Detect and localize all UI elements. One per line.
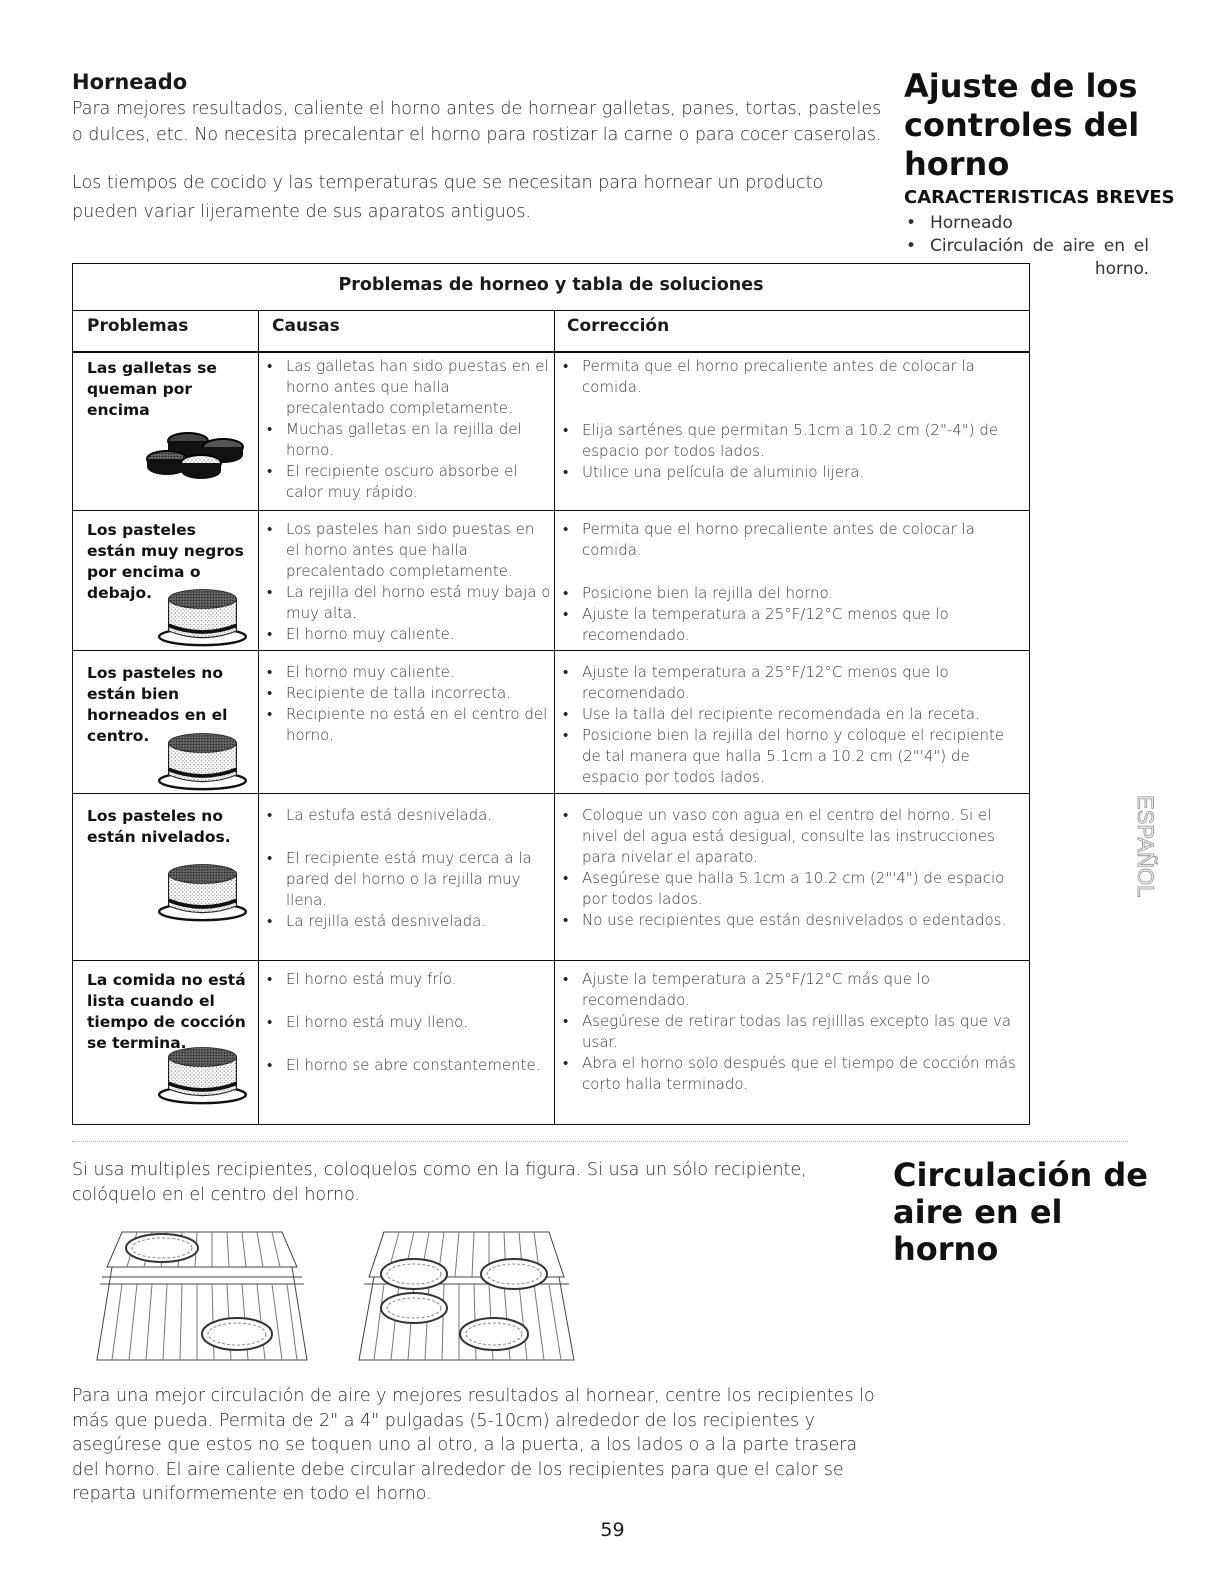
circulation-paragraph-1: Si usa multiples recipientes, coloquelos como en la figura. Si usa un sólo recipiente, colóquelo en el centro del horno.: [72, 1160, 807, 1205]
problem-label: Los pasteles están muy negros por encima o debajo.: [87, 521, 244, 602]
sidebar-title: Ajuste de los controles del horno: [904, 67, 1140, 183]
cause-item: • El recipiente está muy cerca a la pared del horno o la rejilla muy llena.: [259, 848, 551, 911]
cause-item: • Muchas galletas en la rejilla del horno.: [259, 419, 551, 461]
problem-label: Los pasteles no están nivelados.: [87, 807, 231, 846]
correction-item: • Permita que el horno precaliente antes de colocar la comida.: [555, 356, 1021, 398]
correction-item: • Posicione bien la rejilla del horno y coloque el recipiente de tal manera que halla 5.1cm a 10.2 cm (2"'4") de espacio por todos lados.: [555, 725, 1021, 788]
problem-label: La comida no está lista cuando el tiempo de cocción se termina.: [87, 971, 246, 1052]
cause-item: • El horno se abre constantemente.: [259, 1055, 551, 1076]
cake-illustration: [155, 726, 250, 792]
baking-problems-table: [72, 263, 1030, 1125]
column-header-correction: Corrección: [567, 316, 670, 336]
cause-item: • El horno muy caliente.: [259, 624, 551, 645]
features-heading: CARACTERISTICAS BREVES: [904, 187, 1175, 208]
cause-item: • El horno está muy frío.: [259, 969, 551, 990]
page-number: 59: [600, 1519, 625, 1541]
cause-item: • La rejilla del horno está muy baja o muy alta.: [259, 582, 551, 624]
cake-illustration: [155, 857, 250, 923]
section-divider: [72, 1141, 1128, 1142]
problem-label: Las galletas se queman por encima: [87, 359, 217, 419]
circulation-paragraph-2: Para una mejor circulación de aire y mejores resultados al hornear, centre los recipientes lo más que pueda. Permita de 2" a 4" pulgadas (5-10cm) alrededor de los recipientes y asegúrese que estos no se toquen uno al otro, a la puerta, a los lados o a la parte trasera del horno. El aire caliente debe circular alrededor de los recipientes para que el calor se reparta uniformemente en todo el horno.: [72, 1386, 875, 1504]
correction-item: • Ajuste la temperatura a 25°F/12°C menos que lo recomendado.: [555, 662, 1021, 704]
correction-item: • No use recipientes que están desnivelados o edentados.: [555, 910, 1021, 931]
cause-item: • La estufa está desnivelada.: [259, 805, 551, 826]
intro-paragraph-1: Para mejores resultados, caliente el horno antes de hornear galletas, panes, tortas, pasteles o dulces, etc. No necesita precalentar el horno para rostizar la carne o para cocer caserolas.: [72, 99, 882, 145]
feature-item: • Horneado: [906, 213, 1013, 233]
cause-item: • El recipiente oscuro absorbe el calor muy rápido.: [259, 461, 551, 503]
circulation-title: Circulación de aire en el horno: [893, 1156, 1148, 1268]
language-side-tab-text: ESPAÑOL: [1133, 795, 1158, 898]
cause-item: • La rejilla está desnivelada.: [259, 911, 551, 932]
correction-item: • Elija sarténes que permitan 5.1cm a 10.2 cm (2"-4") de espacio por todos lados.: [555, 420, 1021, 462]
correction-item: • Utilice una película de aluminio lijera.: [555, 462, 1021, 483]
cause-item: • Las galletas han sido puestas en el horno antes que halla precalentado completamente.: [259, 356, 551, 419]
correction-item: • Abra el horno solo después que el tiempo de cocción más corto halla terminado.: [555, 1053, 1021, 1095]
table-caption: Problemas de horneo y tabla de soluciones: [338, 275, 764, 295]
rack-figure-left: [92, 1222, 312, 1370]
problem-label: Los pasteles no están bien horneados en el centro.: [87, 664, 228, 745]
column-header-problems: Problemas: [87, 316, 189, 336]
cake-illustration: [155, 582, 250, 648]
correction-item: • Coloque un vaso con agua en el centro del horno. Si el nivel del agua está desigual, consulte las instrucciones para nivelar el aparato.: [555, 805, 1021, 868]
language-side-tab: [1133, 795, 1198, 975]
correction-item: • Ajuste la temperatura a 25°F/12°C más que lo recomendado.: [555, 969, 1021, 1011]
table-row: [87, 806, 247, 848]
correction-item: • Ajuste la temperatura a 25°F/12°C menos que lo recomendado.: [555, 604, 1021, 646]
correction-item: • Use la talla del recipiente recomendada en la receta.: [555, 704, 1021, 725]
correction-item: • Permita que el horno precaliente antes de colocar la comida.: [555, 519, 1021, 561]
correction-item: • Asegúrese que halla 5.1cm a 10.2 cm (2"'4") de espacio por todos lados.: [555, 868, 1021, 910]
correction-item: • Posicione bien la rejilla del horno.: [555, 583, 1021, 604]
cause-item: • El horno muy caliente.: [259, 662, 551, 683]
cookies-illustration: [143, 419, 253, 489]
feature-item: • Circulación de aire en el horno.: [906, 236, 1149, 279]
intro-paragraph-2: Los tiempos de cocido y las temperaturas que se necesitan para hornear un producto pueden variar lijeramente de sus aparatos antiguos.: [72, 173, 824, 222]
section-heading-horneado: Horneado: [72, 70, 188, 94]
cause-item: • El horno está muy lleno.: [259, 1012, 551, 1033]
cake-illustration: [155, 1040, 250, 1106]
table-row: [87, 358, 247, 421]
cause-item: • Los pasteles han sido puestas en el horno antes que halla precalentado completamente.: [259, 519, 551, 582]
cause-item: • Recipiente de talla incorrecta.: [259, 683, 551, 704]
column-header-causes: Causas: [272, 316, 340, 336]
rack-figure-right: [354, 1222, 579, 1370]
correction-item: • Asegúrese de retirar todas las rejilllas excepto las que va usar.: [555, 1011, 1021, 1053]
cause-item: • Recipiente no está en el centro del horno.: [259, 704, 551, 746]
